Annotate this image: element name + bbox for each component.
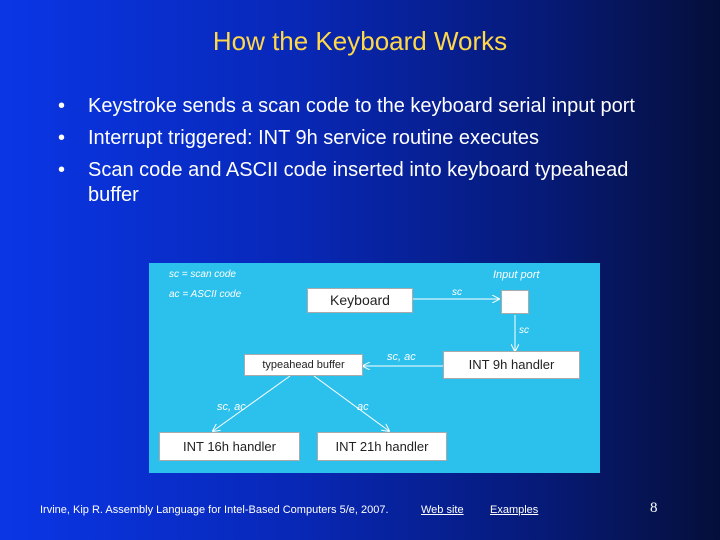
legend-ascii-code: ac = ASCII code (169, 289, 242, 300)
bullet-icon: • (58, 95, 66, 117)
slide-title: How the Keyboard Works (212, 26, 508, 56)
arrow-label-sc-down: sc (519, 325, 529, 336)
bullet-icon: • (58, 159, 66, 181)
int9-handler-box: INT 9h handler (443, 351, 580, 379)
int16-handler-box: INT 16h handler (159, 432, 300, 461)
arrow-label-left: sc, ac (217, 401, 246, 413)
bullet-item (58, 158, 678, 208)
arrow-buffer-to-int21 (314, 376, 389, 431)
legend-scan-code: sc = scan code (169, 269, 236, 280)
bullet-item (58, 94, 678, 119)
typeahead-buffer-box: typeahead buffer (244, 354, 363, 376)
input-port-box (501, 290, 529, 314)
keyboard-box: Keyboard (307, 288, 413, 313)
arrow-label-right: ac (357, 401, 369, 413)
bullet-text: Keystroke sends a scan code to the keyboard serial input port (88, 95, 635, 117)
arrow-label-sc-ac: sc, ac (387, 351, 416, 363)
bullet-text: Scan code and ASCII code inserted into keyboard typeahead buffer (88, 159, 629, 206)
arrow-label-sc: sc (452, 287, 462, 298)
int21-handler-box: INT 21h handler (317, 432, 447, 461)
examples-link[interactable]: Examples (490, 504, 539, 516)
bullet-text: Interrupt triggered: INT 9h service routine executes (88, 127, 539, 149)
input-port-label: Input port (493, 269, 540, 281)
page-number: 8 (650, 500, 658, 516)
bullet-list (58, 94, 678, 215)
bullet-icon: • (58, 127, 66, 149)
keyboard-flow-diagram (149, 263, 600, 473)
web-site-link[interactable]: Web site (421, 504, 464, 516)
citation: Irvine, Kip R. Assembly Language for Intel-Based Computers 5/e, 2007. (40, 504, 389, 516)
bullet-item (58, 126, 678, 151)
